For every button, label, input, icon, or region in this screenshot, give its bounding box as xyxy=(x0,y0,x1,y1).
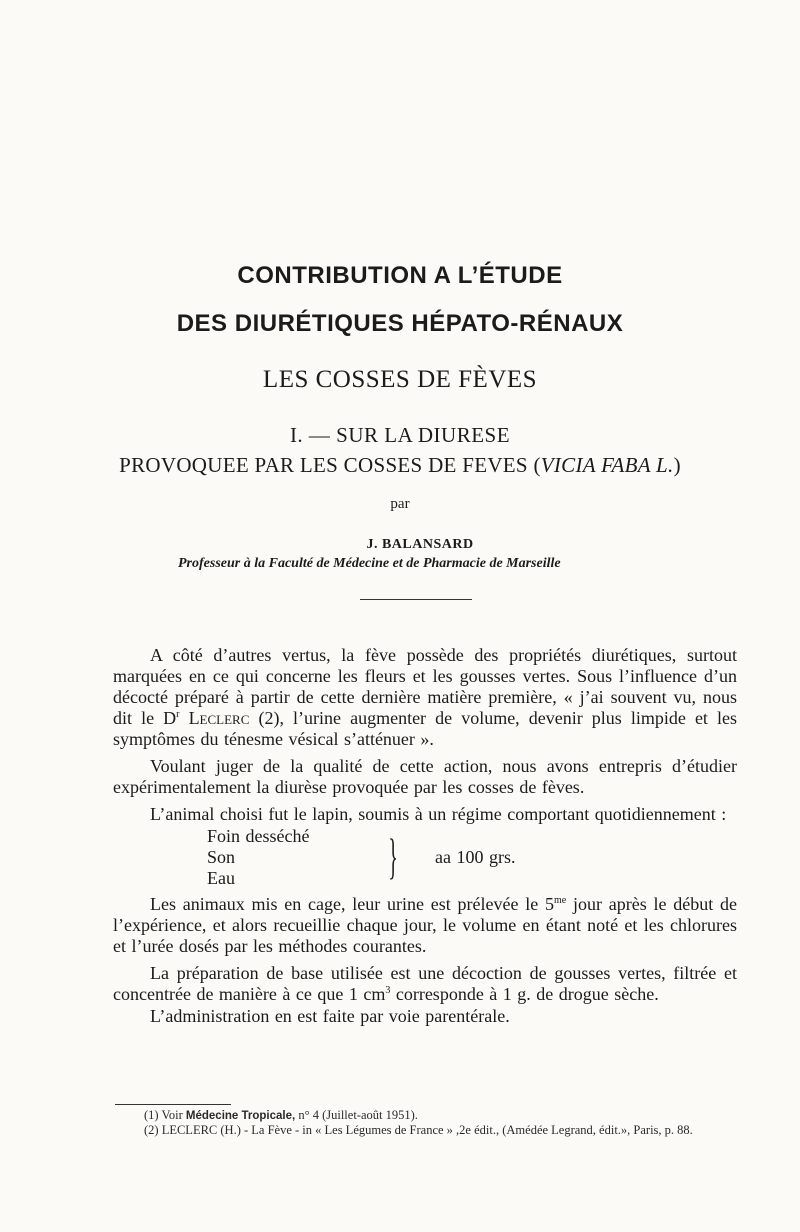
footnote-rule xyxy=(115,1104,231,1105)
paragraph-5-superscript: 3 xyxy=(385,985,391,996)
diet-items xyxy=(207,826,309,889)
footnote-1 xyxy=(115,1108,740,1123)
paragraph-1 xyxy=(113,645,737,750)
author-name: J. BALANSARD xyxy=(366,537,474,552)
part-heading-line-2 xyxy=(0,453,800,478)
separator-rule xyxy=(360,599,472,600)
brace-glyph: } xyxy=(388,828,398,884)
title-line-1: CONTRIBUTION A L’ÉTUDE xyxy=(237,262,563,289)
paragraph-4-text: Les animaux mis en cage, leur urine est prélevée le 5 xyxy=(150,894,554,914)
part-heading-line-1: I. — SUR LA DIURESE xyxy=(289,423,511,447)
diet-item: Foin desséché xyxy=(207,826,310,846)
footnote-2: (2) LECLERC (H.) - La Fève - in « Les Légumes de France » ,2e édit., (Amédée Legrand, édit.», Paris, p. 88. xyxy=(144,1123,693,1137)
cited-author: Leclerc xyxy=(188,708,250,728)
species-name: VICIA FABA L. xyxy=(540,453,674,477)
paragraph-3: L’animal choisi fut le lapin, soumis à un régime comportant quotidiennement : xyxy=(150,804,727,824)
diet-dose: aa 100 grs. xyxy=(435,847,516,867)
title-line-2: DES DIURÉTIQUES HÉPATO-RÉNAUX xyxy=(176,310,624,337)
paragraph-1-text: A côté d’autres vertus, la fève possède des propriétés diurétiques, surtout marquées en ce qui concerne les fleurs et les gousses vertes. Sous l’influence d’un décocté préparé à partir de cette dernière matière première, « j’ai souvent vu, nous dit le D xyxy=(113,645,737,728)
paragraph-5-text-end: corresponde à 1 g. de drogue sèche. xyxy=(390,984,659,1004)
footnote-1-text: (1) Voir xyxy=(144,1108,186,1122)
paragraph-1-text-end: (2), l’urine augmenter de volume, devenir plus limpide et les symptômes du ténesme vésical s’atténuer ». xyxy=(113,708,737,749)
footnote-1-text-end: n° 4 (Juillet-août 1951). xyxy=(295,1108,418,1122)
part-heading-suffix: ) xyxy=(673,453,681,477)
article-body xyxy=(113,645,737,1033)
paragraph-5 xyxy=(113,963,737,1005)
paragraph-4 xyxy=(113,894,737,957)
paragraph-6: L’administration en est faite par voie parentérale. xyxy=(150,1006,510,1026)
paragraph-1-superscript: r xyxy=(176,709,180,720)
part-heading-prefix: PROVOQUEE PAR LES COSSES DE FEVES ( xyxy=(119,453,541,477)
author-affiliation: Professeur à la Faculté de Médecine et de Pharmacie de Marseille xyxy=(178,556,561,571)
paragraph-4-text-end: jour après le début de l’expérience, et alors recueillie chaque jour, le volume en étant noté et les chlorures et l’urée dosés par les méthodes courantes. xyxy=(113,894,737,956)
diet-item: Eau xyxy=(207,868,235,888)
journal-name: Médecine Tropicale, xyxy=(185,1110,296,1122)
diet-recipe xyxy=(113,826,737,890)
paragraph-5-text: La préparation de base utilisée est une décoction de gousses vertes, filtrée et concentrée de manière à ce que 1 cm xyxy=(113,963,737,1004)
footnotes xyxy=(115,1108,740,1137)
paragraph-2: Voulant juger de la qualité de cette action, nous avons entrepris d’étudier expérimentalement la diurèse provoquée par les cosses de fèves. xyxy=(113,756,737,797)
subtitle: LES COSSES DE FÈVES xyxy=(262,366,538,393)
byline-par: par xyxy=(390,496,410,512)
diet-item: Son xyxy=(207,847,236,867)
paragraph-4-superscript: me xyxy=(554,895,567,906)
